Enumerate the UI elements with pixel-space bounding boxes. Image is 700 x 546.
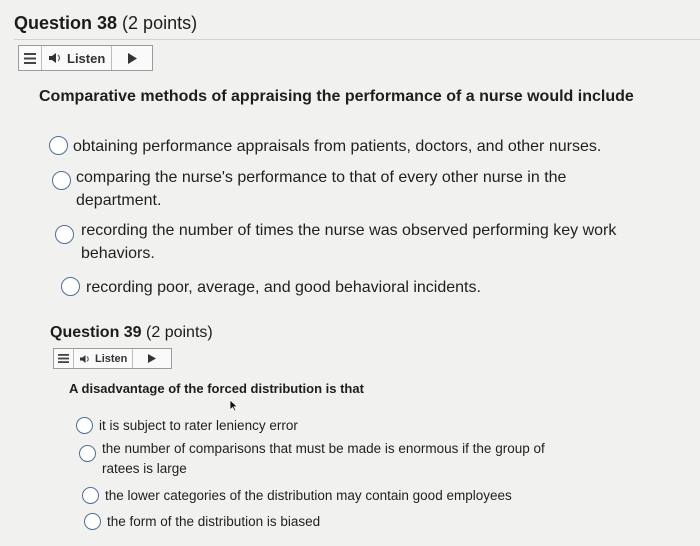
radio-button[interactable] [61, 277, 80, 296]
mouse-cursor-icon [229, 399, 239, 412]
listen-toolbar-39 [53, 348, 172, 369]
listen-label-38: Listen [67, 50, 106, 66]
radio-button[interactable] [79, 445, 96, 462]
option-text: recording poor, average, and good behavioral incidents. [86, 279, 481, 296]
q38-option-1[interactable] [49, 135, 613, 158]
q39-option-2[interactable] [79, 439, 582, 478]
option-text: the number of comparisons that must be made is enormous if the group of ratees is large [102, 441, 545, 476]
radio-button[interactable] [49, 136, 68, 155]
menu-icon[interactable] [54, 349, 74, 368]
listen-button-38[interactable] [42, 46, 112, 70]
option-text: it is subject to rater leniency error [99, 418, 298, 433]
listen-button-39[interactable] [74, 349, 133, 368]
menu-icon[interactable] [19, 46, 42, 70]
q39-option-1[interactable] [76, 416, 499, 436]
option-text: the lower categories of the distribution may contain good employees [105, 488, 512, 503]
question-39-label: Question 39 [50, 324, 142, 341]
speaker-icon [79, 354, 92, 364]
question-38-stem: Comparative methods of appraising the performance of a nurse would include [39, 88, 634, 105]
radio-button[interactable] [76, 417, 93, 434]
play-icon[interactable] [133, 349, 171, 368]
listen-toolbar-38 [18, 45, 153, 71]
radio-button[interactable] [55, 225, 74, 244]
question-38-label: Question 38 [14, 13, 118, 33]
q38-option-4[interactable] [61, 276, 506, 299]
listen-label-39: Listen [95, 352, 128, 365]
question-39-title [50, 324, 213, 342]
q39-option-3[interactable] [82, 486, 605, 506]
question-38-points: (2 points) [122, 13, 198, 33]
radio-button[interactable] [84, 513, 101, 530]
radio-button[interactable] [82, 487, 99, 504]
play-icon[interactable] [112, 46, 152, 70]
q38-option-2[interactable] [52, 166, 596, 212]
question-39-points: (2 points) [146, 324, 213, 341]
option-text: comparing the nurse's performance to that of every other nurse in the department. [76, 169, 567, 210]
question-39-stem: A disadvantage of the forced distribution is that [69, 381, 364, 396]
radio-button[interactable] [52, 171, 71, 190]
option-text: the form of the distribution is biased [107, 514, 321, 529]
option-text: recording the number of times the nurse was observed performing key work behaviors. [81, 222, 617, 263]
divider [14, 39, 700, 40]
speaker-icon [48, 52, 64, 64]
q38-option-3[interactable] [55, 219, 626, 265]
q39-option-4[interactable] [84, 512, 507, 532]
option-text: obtaining performance appraisals from patients, doctors, and other nurses. [73, 138, 602, 155]
question-38-title [14, 13, 197, 34]
